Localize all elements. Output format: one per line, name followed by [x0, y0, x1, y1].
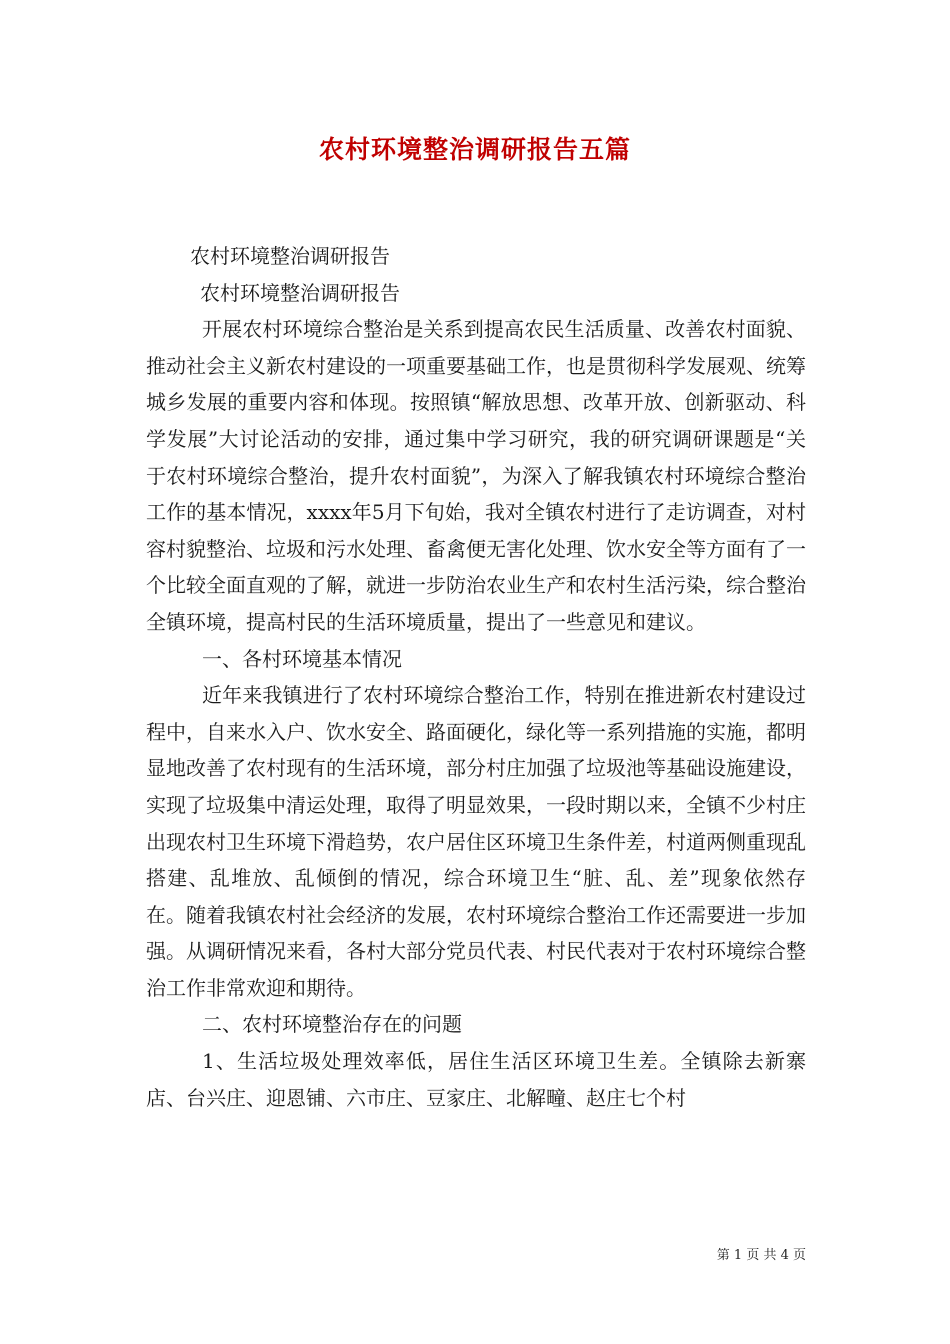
body-paragraph: 开展农村环境综合整治是关系到提高农民生活质量、改善农村面貌、推动社会主义新农村建设的一项重要基础工作，也是贯彻科学发展观、统筹城乡发展的重要内容和体现。按照镇“解放思想、改革开放、创新驱动、科学发展”大讨论活动的安排，通过集中学习研究，我的研究调研课题是“关于农村环境综合整治，提升农村面貌”，为深入了解我镇农村环境综合整治工作的基本情况，xxxx年5月下旬始，我对全镇农村进行了走访调查，对村容村貌整治、垃圾和污水处理、畜禽便无害化处理、饮水安全等方面有了一个比较全面直观的了解，就进一步防治农业生产和农村生活污染，综合整治全镇环境，提高村民的生活环境质量，提出了一些意见和建议。 — [146, 317, 806, 634]
document-body — [146, 238, 806, 1116]
body-paragraph: 近年来我镇进行了农村环境综合整治工作，特别在推进新农村建设过程中，自来水入户、饮水安全、路面硬化，绿化等一系列措施的实施，都明显地改善了农村现有的生活环境，部分村庄加强了垃圾池等基础设施建设，实现了垃圾集中清运处理，取得了明显效果，一段时期以来，全镇不少村庄出现农村卫生环境下滑趋势，农户居住区环境卫生条件差，村道两侧重现乱搭建、乱堆放、乱倾倒的情况，综合环境卫生“脏、乱、差”现象依然存在。随着我镇农村社会经济的发展，农村环境综合整治工作还需要进一步加强。从调研情况来看，各村大部分党员代表、村民代表对于农村环境综合整治工作非常欢迎和期待。 — [146, 683, 806, 1000]
subtitle-line: 农村环境整治调研报告 — [190, 244, 390, 268]
subtitle-line: 农村环境整治调研报告 — [200, 280, 400, 305]
document-title: 农村环境整治调研报告五篇 — [318, 135, 631, 164]
section-heading: 二、农村环境整治存在的问题 — [202, 1012, 462, 1037]
page-number: 第 1 页 共 4 页 — [716, 1248, 806, 1263]
section-heading: 一、各村环境基本情况 — [202, 646, 402, 671]
body-paragraph: 1、生活垃圾处理效率低，居住生活区环境卫生差。全镇除去新寨店、台兴庄、迎恩铺、六市庄、豆家庄、北解疃、赵庄七个村 — [146, 1049, 806, 1110]
